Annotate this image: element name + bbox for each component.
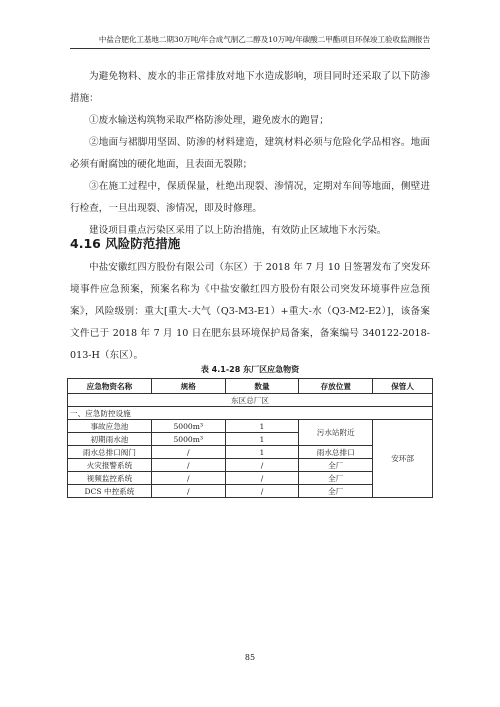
column-header-quantity: 数量: [225, 379, 299, 394]
cell-location: 全厂: [299, 485, 373, 498]
cell-name: 事故应急池: [68, 420, 152, 433]
cell-name: 雨水总排口阀门: [68, 446, 152, 459]
group-cell: 东区总厂区: [68, 394, 433, 407]
cell-location-merged: 污水站附近: [299, 420, 373, 446]
paragraph-measure-1: ①废水输送构筑物采取严格防渗处理，避免废水的跑冒；: [89, 115, 329, 126]
subgroup-cell: 一、应急防控设施: [68, 407, 433, 420]
table-subgroup-row: [68, 407, 433, 420]
column-header-spec: 规格: [151, 379, 225, 394]
cell-spec: /: [151, 485, 225, 498]
cell-spec: /: [151, 472, 225, 485]
cell-spec: 5000m³: [151, 420, 225, 433]
cell-location: 雨水总排口: [299, 446, 373, 459]
cell-quantity: 1: [225, 446, 299, 459]
cell-spec: 5000m³: [151, 433, 225, 446]
cell-name: 火灾报警系统: [68, 459, 152, 472]
table-group-row: [68, 394, 433, 407]
cell-name: 初期雨水池: [68, 433, 152, 446]
cell-quantity: /: [225, 485, 299, 498]
cell-custodian: 安环部: [373, 420, 433, 498]
cell-spec: /: [151, 459, 225, 472]
paragraph-intro: 为避免物料、废水的非正常排放对地下水造成影响，项目同时还采取了以下防渗措施：: [70, 71, 430, 104]
cell-spec: /: [151, 446, 225, 459]
table-header-row: [68, 379, 433, 394]
cell-location: 全厂: [299, 472, 373, 485]
cell-quantity: /: [225, 459, 299, 472]
paragraph-conclusion: 建设项目重点污染区采用了以上防治措施，有效防止区域地下水污染。: [89, 225, 387, 236]
paragraph-measure-2: ②地面与裙脚用坚固、防渗的材料建造，建筑材料必须与危险化学品相容。地面必须有耐腐蚀的硬化地面，且表面无裂隙；: [70, 137, 430, 170]
cell-location: 全厂: [299, 459, 373, 472]
page-number: 85: [244, 653, 256, 662]
risk-text-block: [70, 257, 430, 367]
measures-text-block: [70, 66, 430, 242]
cell-quantity: 1: [225, 420, 299, 433]
column-header-location: 存放位置: [299, 379, 373, 394]
column-header-custodian: 保管人: [373, 379, 433, 394]
cell-name: DCS 中控系统: [68, 485, 152, 498]
emergency-supplies-table: [67, 378, 433, 498]
paragraph-measure-3: ③在施工过程中，保质保量，杜绝出现裂、渗情况，定期对车间等地面，侧壁进行检查，一旦出现裂、渗情况，即及时修理。: [70, 181, 430, 214]
cell-quantity: /: [225, 472, 299, 485]
column-header-name: 应急物资名称: [68, 379, 152, 394]
cell-quantity: 1: [225, 433, 299, 446]
table-row: [68, 420, 433, 433]
paragraph-risk-plan: 中盐安徽红四方股份有限公司（东区）于 2018 年 7 月 10 日签署发布了突发环境事件应急预案，预案名称为《中盐安徽红四方股份有限公司突发环境事件应急预案》，风险级别：重大[重大-大气（Q3-M3-E1）+重大-水（Q3-M2-E2）]，该备案文件已于 2018 年 7 月 10 日在肥东县环境保护局备案，备案编号 340122-2018-013-H（东区）。: [70, 262, 430, 361]
cell-name: 视频监控系统: [68, 472, 152, 485]
table-caption: 表 4.1-28 东厂区应急物资: [200, 365, 300, 374]
section-heading: 4.16 风险防范措施: [70, 236, 181, 251]
page-header: 中盐合肥化工基地二期30万吨/年合成气制乙二醇及10万吨/年碳酸二甲酯项目环保竣工验收监测报告: [70, 34, 430, 49]
